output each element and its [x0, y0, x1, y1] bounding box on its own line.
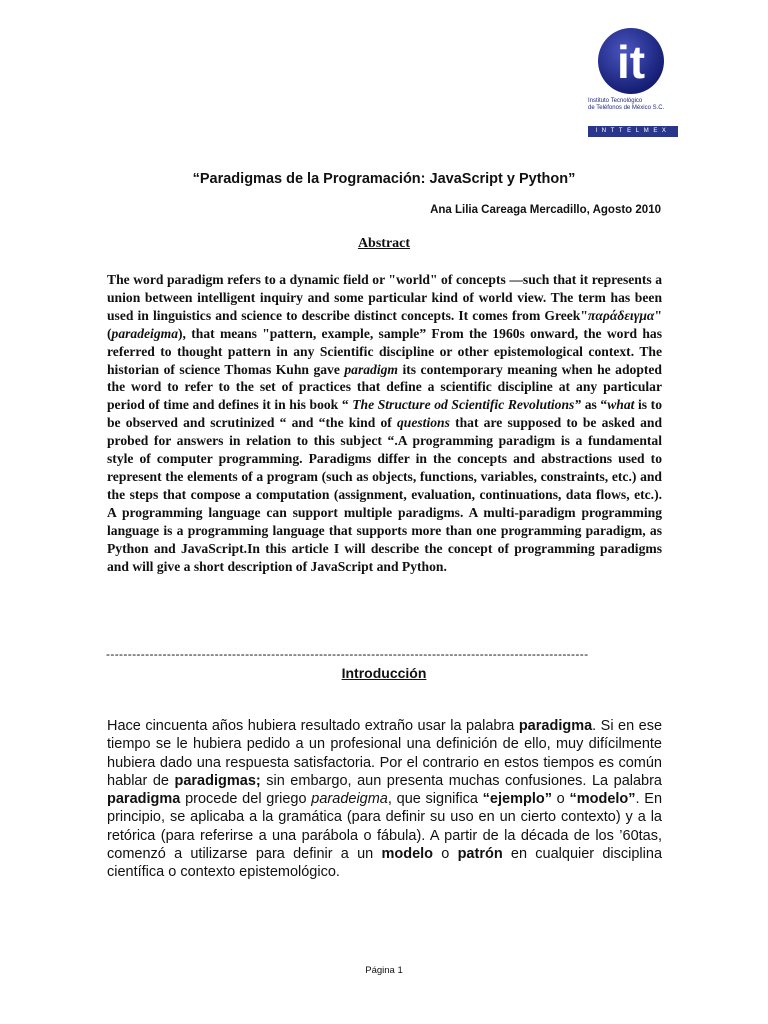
abstract-heading: Abstract	[357, 236, 411, 251]
logo-mark: it	[616, 36, 646, 88]
logo-bar: INTTELMEX	[588, 126, 678, 137]
page-number: Página 1	[365, 965, 403, 976]
intro-paragraph: Hace cincuenta años hubiera resultado extraño usar la palabra paradigma. Si en ese tiempo se le hubiera pedido a un profesional una definición de ello, muy difícilmente hubiera dado una respuesta satisfactoria. Por el contrario en estos tiempos es común hablar de paradigmas; sin embargo, aun presenta muchas confusiones. La palabra paradigma procede del griego paradeigma, que significa “ejemplo” o “modelo”. En principio, se aplicaba a la gramática (para definir su uso en un cierto contexto) y a la retórica (para referirse a una parábola o fábula). A partir de la década de los ’60tas, comenzó a utilizarse para definir a un modelo o patrón en cualquier disciplina científica o contexto epistemológico.	[107, 718, 663, 881]
logo-caption-line-2: de Teléfonos de México S.C.	[588, 105, 665, 111]
logo-caption-line-1: Instituto Tecnológico	[588, 98, 643, 104]
intro-heading: Introducción	[341, 665, 427, 681]
logo-caption	[588, 98, 680, 112]
institution-logo	[585, 28, 680, 140]
document-title: “Paradigmas de la Programación: JavaScript y Python”	[192, 171, 576, 187]
author-date: Ana Lilia Careaga Mercadillo, Agosto 2010	[430, 204, 661, 216]
abstract-paragraph: The word paradigm refers to a dynamic field or "world" of concepts —such that it represents a union between intelligent inquiry and some particular kind of world view. The term has been used in linguistics and science to describe distinct concepts. It comes from Greek"παράδειγμα" (paradeigma), that means "pattern, example, sample” From the 1960s onward, the word has referred to thought pattern in any Scientific discipline or other epistemological context. The historian of science Thomas Kuhn gave paradigm its contemporary meaning when he adopted the word to refer to the set of practices that define a scientific discipline at any particular period of time and defines it in his book “ The Structure od Scientific Revolutions” as “what is to be observed and scrutinized “ and “the kind of questions that are supposed to be asked and probed for answers in relation to this subject “.A programming paradigm is a fundamental style of computer programming. Paradigms differ in the concepts and abstractions used to represent the elements of a program (such as objects, functions, variables, constraints, etc.) and the steps that compose a computation (assignment, evaluation, continuations, data flows, etc.). A programming language can support multiple paradigms. A multi-paradigm programming language is a programming language that supports more than one programming paradigm, as Python and JavaScript.In this article I will describe the concept of programming paradigms and will give a short description of JavaScript and Python.	[107, 272, 662, 574]
section-separator: ---------------------------------------------------------------------------------------------------------------	[106, 647, 589, 661]
